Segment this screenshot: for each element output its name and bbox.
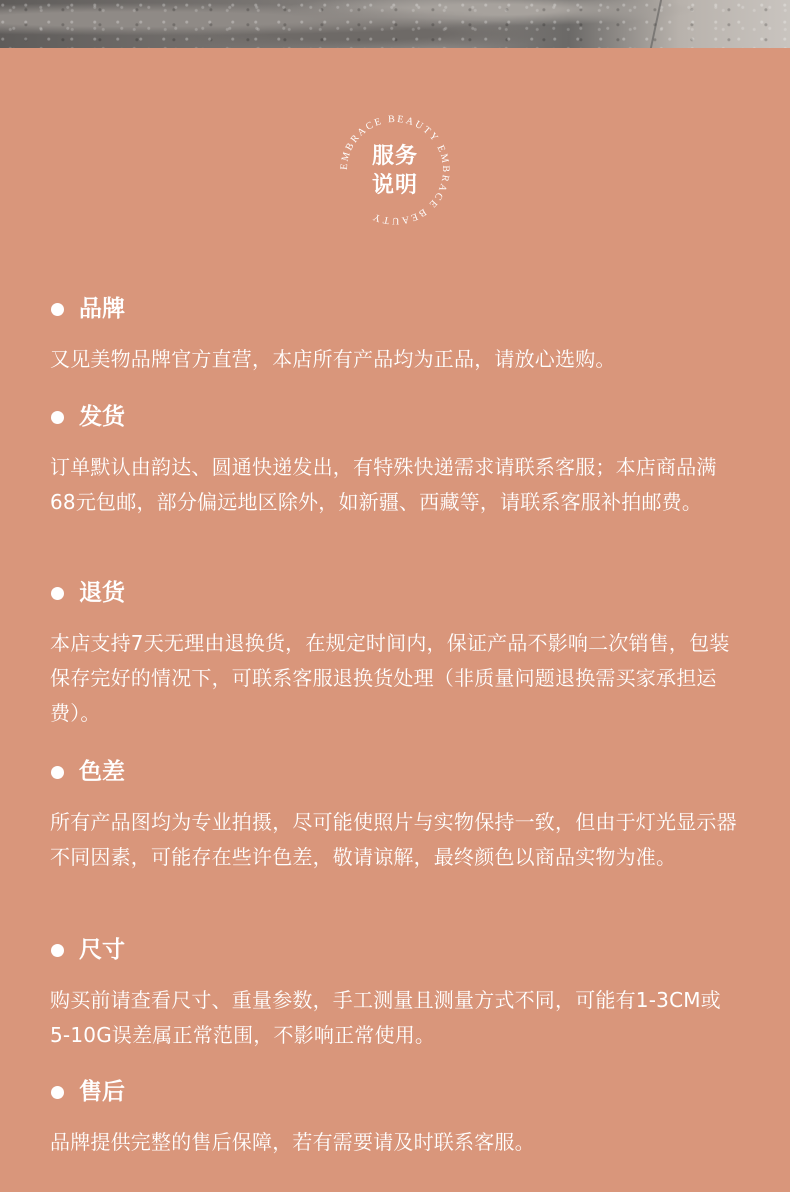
section-shipping: [50, 398, 740, 520]
top-photo-strip: [0, 0, 790, 48]
section-title: 退货: [79, 580, 125, 606]
section-text: 本店支持7天无理由退换货，在规定时间内，保证产品不影响二次销售，包装保存完好的情况下，可联系客服退换货处理（非质量问题退换需买家承担运费）。: [50, 631, 730, 725]
badge-title-line-1: 服务: [371, 144, 418, 169]
bullet-dot-icon: [51, 766, 64, 779]
section-size: [50, 931, 740, 1053]
section-heading: [50, 753, 740, 791]
section-title: 品牌: [79, 296, 125, 322]
section-heading: [50, 290, 616, 328]
section-heading: [50, 398, 740, 436]
bullet-dot-icon: [51, 587, 64, 600]
service-badge: [335, 110, 455, 230]
section-text: 订单默认由韵达、圆通快递发出，有特殊快递需求请联系客服；本店商品满68元包邮，部分偏远地区除外，如新疆、西藏等，请联系客服补拍邮费。: [50, 455, 717, 514]
section-heading: [50, 931, 740, 969]
section-title: 售后: [79, 1079, 125, 1105]
bullet-dot-icon: [51, 1086, 64, 1099]
section-text: 品牌提供完整的售后保障，若有需要请及时联系客服。: [50, 1130, 535, 1154]
bullet-dot-icon: [51, 944, 64, 957]
section-after-sales: [50, 1073, 535, 1160]
section-brand: [50, 290, 616, 377]
badge-center: [335, 110, 455, 230]
bullet-dot-icon: [51, 303, 64, 316]
section-heading: [50, 574, 740, 612]
badge-ring-text: EMBRACE BEAUTY EMBRACE BEAUTY: [338, 113, 452, 227]
badge-title: [368, 142, 422, 200]
badge-title-line-2: 说明: [371, 173, 418, 198]
section-title: 发货: [79, 404, 125, 430]
bullet-dot-icon: [51, 411, 64, 424]
section-text: 购买前请查看尺寸、重量参数，手工测量且测量方式不同，可能有1-3CM或5-10G误差属正常范围，不影响正常使用。: [50, 988, 721, 1047]
section-heading: [50, 1073, 535, 1111]
section-color-difference: [50, 753, 740, 875]
section-returns: [50, 574, 740, 731]
section-title: 色差: [79, 759, 125, 785]
section-title: 尺寸: [79, 937, 125, 963]
section-text: 所有产品图均为专业拍摄，尽可能使照片与实物保持一致，但由于灯光显示器不同因素，可能存在些许色差，敬请谅解，最终颜色以商品实物为准。: [50, 810, 737, 869]
section-text: 又见美物品牌官方直营，本店所有产品均为正品，请放心选购。: [50, 347, 616, 371]
